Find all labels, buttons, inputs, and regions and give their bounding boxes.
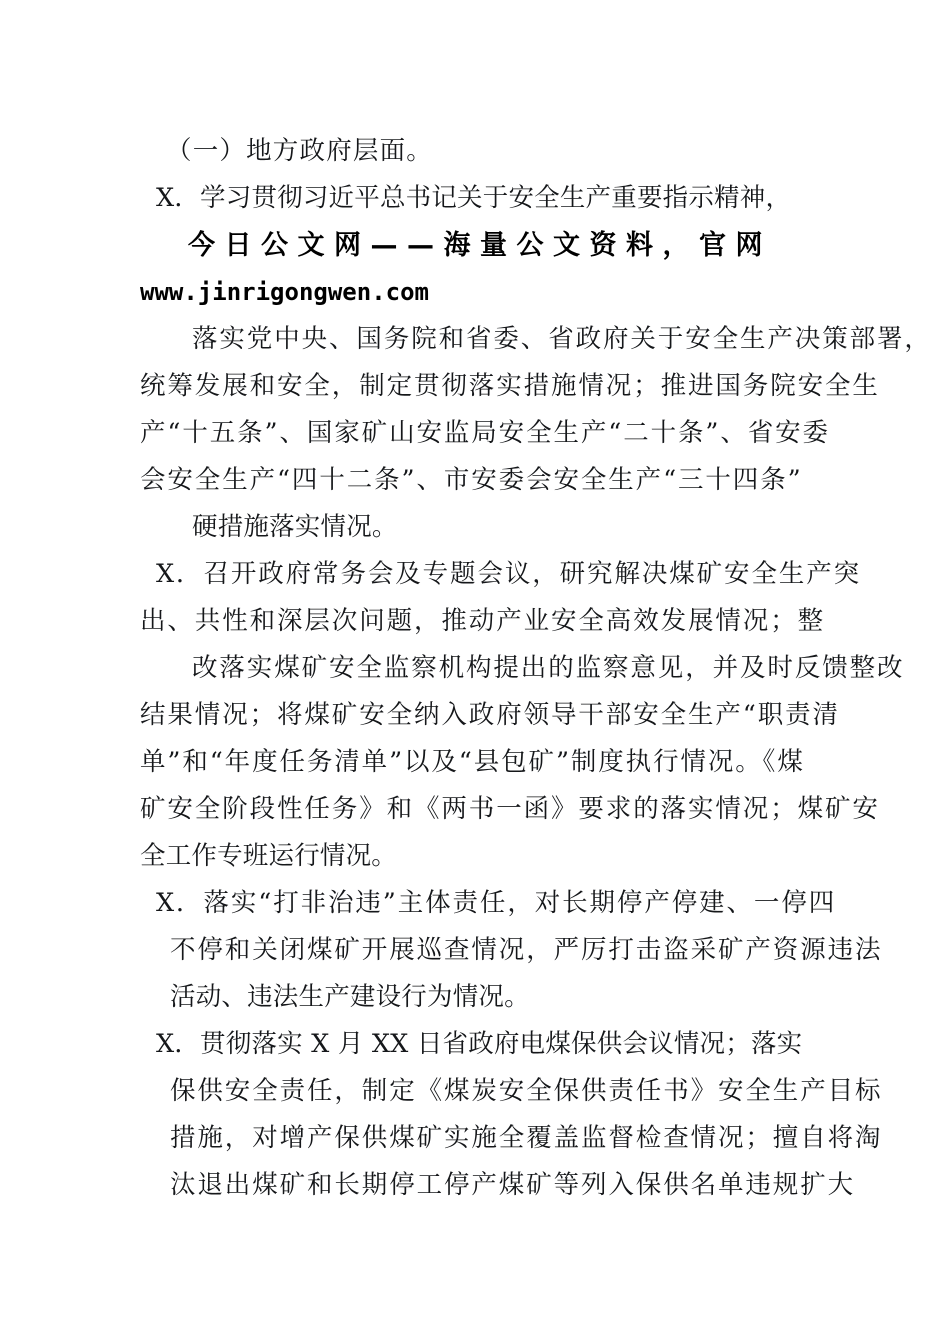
document-line: 改落实煤矿安全监察机构提出的监察意见，并及时反馈整改 bbox=[192, 653, 905, 683]
document-line: 单”和“年度任务清单”以及“县包矿”制度执行情况。《煤 bbox=[140, 747, 805, 777]
document-line: 结果情况；将煤矿安全纳入政府领导干部安全生产“职责清 bbox=[140, 700, 840, 730]
document-line: 出、共性和深层次问题，推动产业安全高效发展情况；整 bbox=[140, 606, 826, 636]
document-line: X．贯彻落实 X 月 XX 日省政府电煤保供会议情况；落实 bbox=[156, 1029, 803, 1059]
document-line: 不停和关闭煤矿开展巡查情况，严厉打击盗采矿产资源违法 bbox=[170, 935, 883, 965]
document-line: X．学习贯彻习近平总书记关于安全生产重要指示精神， bbox=[156, 183, 792, 213]
promo-url: www.jinrigongwen.com bbox=[140, 278, 429, 306]
document-line: 汰退出煤矿和长期停工停产煤矿等列入保供名单违规扩大 bbox=[170, 1170, 856, 1200]
document-line: X．召开政府常务会及专题会议，研究解决煤矿安全生产突 bbox=[156, 559, 862, 589]
document-line: 矿安全阶段性任务》和《两书一函》要求的落实情况；煤矿安 bbox=[140, 794, 880, 824]
document-line: 措施，对增产保供煤矿实施全覆盖监督检查情况；擅自将淘 bbox=[170, 1123, 883, 1153]
document-line: 产“十五条”、国家矿山安监局安全生产“二十条”、省安委 bbox=[140, 418, 830, 448]
document-line: 会安全生产“四十二条”、市安委会安全生产“三十四条” bbox=[140, 465, 803, 495]
document-line: （一）地方政府层面。 bbox=[166, 136, 434, 166]
promo-heading: 今日公文网——海量公文资料，官网 bbox=[188, 230, 772, 261]
document-line: 硬措施落实情况。 bbox=[192, 512, 398, 542]
document-text-body bbox=[140, 128, 932, 1209]
document-line: 保供安全责任，制定《煤炭安全保供责任书》安全生产目标 bbox=[170, 1076, 883, 1106]
document-line: 落实党中央、国务院和省委、省政府关于安全生产决策部署， bbox=[192, 324, 932, 354]
document-line: 统筹发展和安全，制定贯彻落实措施情况；推进国务院安全生 bbox=[140, 371, 880, 401]
document-line: 全工作专班运行情况。 bbox=[140, 841, 398, 871]
document-line: X．落实“打非治违”主体责任，对长期停产停建、一停四 bbox=[156, 888, 837, 918]
document-line: 活动、违法生产建设行为情况。 bbox=[170, 982, 530, 1012]
